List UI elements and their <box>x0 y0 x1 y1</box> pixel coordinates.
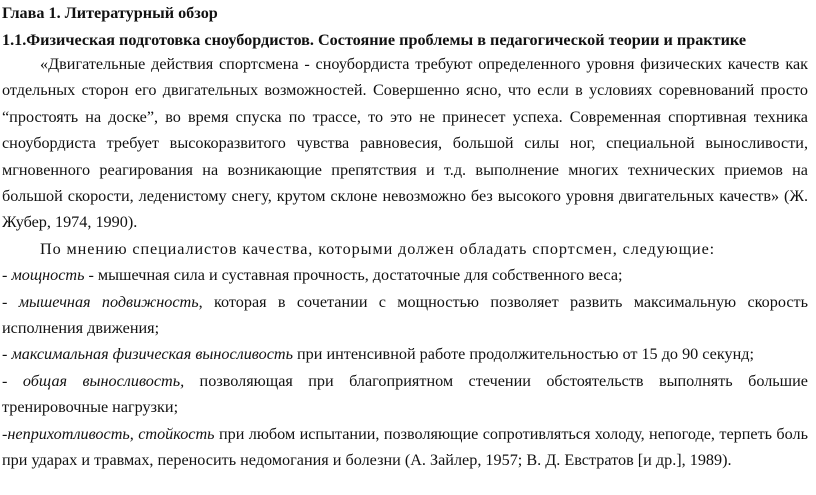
list-item-prefix: - <box>2 371 23 390</box>
list-item-text: при интенсивной работе продолжительностью от 15 до 90 секунд; <box>292 345 754 364</box>
list-item-text: позволяющая при благоприятном стечении обстоятельств выполнять большие тренировочные нагрузки; <box>2 371 808 417</box>
list-item-prefix: - <box>2 266 12 285</box>
list-item-text: - мышечная сила и суставная прочность, достаточные для собственного веса; <box>84 266 623 285</box>
list-item-term: мощность <box>11 266 85 285</box>
list-item-text: , которая в сочетании с мощностью позволяет развить максимальную скорость исполнения движения; <box>2 292 809 338</box>
intro-line: По мнению специалистов качества, которыми должен обладать спортсмен, следующие: <box>40 239 716 258</box>
chapter-heading: Глава 1. Литературный обзор <box>2 4 218 22</box>
list-item-prefix: - <box>2 424 8 443</box>
list-item-term: неприхотливость, стойкость <box>7 424 215 443</box>
list-item-general-endurance <box>2 368 808 421</box>
list-item-term: общая выносливость, <box>22 371 185 390</box>
list-item-text: при любом испытании, позволяющие сопротивляться холоду, непогоде, терпеть боль при ударах и травмах, переносить недомогания и болезни (А. Зайлер, 1957; В. Д. Евстратов [и др.], 1989). <box>2 424 808 470</box>
list-item-prefix: - <box>2 345 12 364</box>
section-heading: 1.1.Физическая подготовка сноубордистов. Состояние проблемы в педагогической теории и практике <box>2 31 747 49</box>
list-item-power <box>2 262 808 288</box>
list-item-term: мышечная подвижность <box>18 292 199 311</box>
list-item-resilience <box>2 421 808 474</box>
quote-paragraph: «Двигательные действия спортсмена - сноубордиста требуют определенного уровня физических качеств как отдельных сторон его двигательных возможностей. Совершенно ясно, что если в условиях соревнований просто “простоять на доске”, во время спуска по трассе, то это не принесет успеха. Современная спортивная техника сноубордиста требует высокоразвитого чувства равновесия, большой силы ног, специальной выносливости, мгновенного реагирования на возникающие препятствия и т.д. выполнение многих технических приемов на большой скорости, леденистому снегу, крутом склоне невозможно без высокого уровня двигательных качеств» (Ж. Жубер, 1974, 1990). <box>2 55 808 232</box>
document-body <box>2 51 808 474</box>
list-item-term: максимальная физическая выносливость <box>11 345 293 364</box>
list-item-prefix: - <box>2 292 19 311</box>
list-item-mobility <box>2 289 808 342</box>
list-item-max-endurance <box>2 341 808 367</box>
